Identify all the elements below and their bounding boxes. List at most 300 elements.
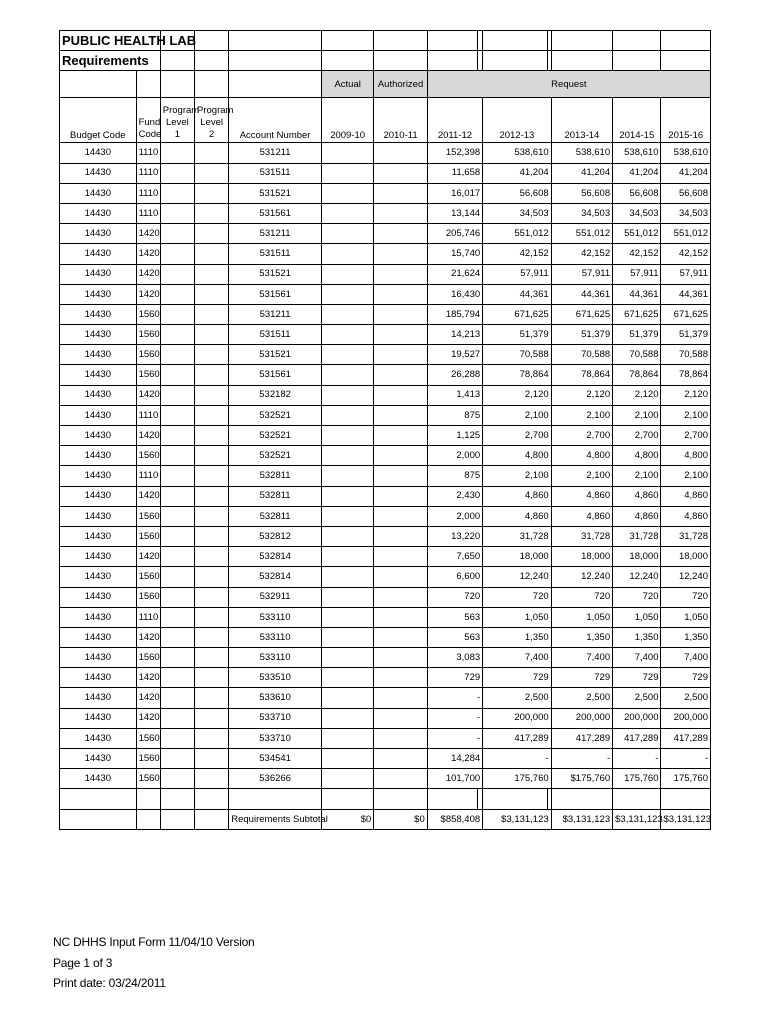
y2010-cell bbox=[374, 567, 427, 587]
col-fund-code: Fund Code bbox=[136, 98, 160, 143]
fund-code-cell: 1560 bbox=[136, 749, 160, 769]
table-row bbox=[60, 587, 711, 607]
y2010-cell bbox=[374, 345, 427, 365]
account-number-cell: 533110 bbox=[229, 607, 322, 627]
requirements-sheet bbox=[59, 30, 711, 830]
account-number-cell: 533110 bbox=[229, 627, 322, 647]
fund-code-cell: 1110 bbox=[136, 405, 160, 425]
fund-code-cell: 1560 bbox=[136, 506, 160, 526]
y2011-cell: 13,144 bbox=[427, 203, 482, 223]
account-number-cell: 533510 bbox=[229, 668, 322, 688]
y2013-cell: 70,588 bbox=[551, 345, 612, 365]
y2010-cell bbox=[374, 183, 427, 203]
program-level-1-cell bbox=[160, 567, 194, 587]
budget-code-cell: 14430 bbox=[60, 607, 137, 627]
program-level-2-cell bbox=[195, 587, 229, 607]
y2009-cell bbox=[321, 405, 373, 425]
y2014-cell: 18,000 bbox=[613, 547, 661, 567]
program-level-1-cell bbox=[160, 385, 194, 405]
col-program-level-1: Program Level 1 bbox=[160, 98, 194, 143]
y2009-cell bbox=[321, 264, 373, 284]
y2011-cell: 14,213 bbox=[427, 325, 482, 345]
budget-code-cell: 14430 bbox=[60, 385, 137, 405]
table-row bbox=[60, 345, 711, 365]
program-level-2-cell bbox=[195, 183, 229, 203]
y2010-cell bbox=[374, 446, 427, 466]
budget-code-cell: 14430 bbox=[60, 426, 137, 446]
y2015-cell: 41,204 bbox=[661, 163, 711, 183]
y2010-cell bbox=[374, 365, 427, 385]
y2012-cell: 18,000 bbox=[483, 547, 552, 567]
y2011-cell: 16,430 bbox=[427, 284, 482, 304]
table-row bbox=[60, 708, 711, 728]
sheet-subtitle: Requirements bbox=[60, 51, 161, 71]
program-level-1-cell bbox=[160, 769, 194, 789]
program-level-1-cell bbox=[160, 607, 194, 627]
program-level-2-cell bbox=[195, 446, 229, 466]
table-row bbox=[60, 385, 711, 405]
y2011-cell: 6,600 bbox=[427, 567, 482, 587]
y2012-cell: 720 bbox=[483, 587, 552, 607]
y2013-cell: - bbox=[551, 749, 612, 769]
y2011-cell: 875 bbox=[427, 466, 482, 486]
y2015-cell: 51,379 bbox=[661, 325, 711, 345]
y2014-cell: 200,000 bbox=[613, 708, 661, 728]
subtotal-empty bbox=[160, 810, 194, 830]
fund-code-cell: 1420 bbox=[136, 426, 160, 446]
y2009-cell bbox=[321, 446, 373, 466]
budget-code-cell: 14430 bbox=[60, 325, 137, 345]
budget-code-cell: 14430 bbox=[60, 708, 137, 728]
program-level-2-cell bbox=[195, 526, 229, 546]
y2009-cell bbox=[321, 244, 373, 264]
blank-cell bbox=[160, 789, 194, 810]
program-level-1-cell bbox=[160, 365, 194, 385]
y2014-cell: 70,588 bbox=[613, 345, 661, 365]
program-level-2-cell bbox=[195, 203, 229, 223]
sheet-title: PUBLIC HEALTH LAB bbox=[60, 31, 161, 51]
budget-code-cell: 14430 bbox=[60, 284, 137, 304]
y2012-cell: 34,503 bbox=[483, 203, 552, 223]
y2012-cell: 2,120 bbox=[483, 385, 552, 405]
budget-code-cell: 14430 bbox=[60, 203, 137, 223]
y2011-cell: 13,220 bbox=[427, 526, 482, 546]
y2013-cell: 57,911 bbox=[551, 264, 612, 284]
fund-code-cell: 1420 bbox=[136, 264, 160, 284]
y2010-cell bbox=[374, 163, 427, 183]
account-number-cell: 531521 bbox=[229, 183, 322, 203]
y2015-cell: 78,864 bbox=[661, 365, 711, 385]
y2012-cell: 44,361 bbox=[483, 284, 552, 304]
fund-code-cell: 1560 bbox=[136, 365, 160, 385]
y2011-cell: 11,658 bbox=[427, 163, 482, 183]
program-level-2-cell bbox=[195, 365, 229, 385]
y2015-cell: 31,728 bbox=[661, 526, 711, 546]
y2009-cell bbox=[321, 506, 373, 526]
blank-cell bbox=[661, 789, 711, 810]
y2012-cell: 2,500 bbox=[483, 688, 552, 708]
program-level-1-cell bbox=[160, 264, 194, 284]
table-row bbox=[60, 607, 711, 627]
y2015-cell: 4,860 bbox=[661, 486, 711, 506]
fund-code-cell: 1420 bbox=[136, 244, 160, 264]
budget-code-cell: 14430 bbox=[60, 547, 137, 567]
table-row bbox=[60, 749, 711, 769]
budget-code-cell: 14430 bbox=[60, 526, 137, 546]
col-2009-10: 2009-10 bbox=[321, 98, 373, 143]
y2011-cell: 101,700 bbox=[427, 769, 482, 789]
y2015-cell: 4,860 bbox=[661, 506, 711, 526]
budget-code-cell: 14430 bbox=[60, 264, 137, 284]
table-row bbox=[60, 547, 711, 567]
program-level-2-cell bbox=[195, 688, 229, 708]
y2009-cell bbox=[321, 426, 373, 446]
y2015-cell: 551,012 bbox=[661, 224, 711, 244]
y2012-cell: 78,864 bbox=[483, 365, 552, 385]
y2012-cell: 2,100 bbox=[483, 466, 552, 486]
budget-code-cell: 14430 bbox=[60, 224, 137, 244]
table-row bbox=[60, 244, 711, 264]
y2014-cell: 538,610 bbox=[613, 143, 661, 163]
y2009-cell bbox=[321, 385, 373, 405]
y2011-cell: 720 bbox=[427, 587, 482, 607]
program-level-2-cell bbox=[195, 547, 229, 567]
y2014-cell: 1,350 bbox=[613, 627, 661, 647]
y2012-cell: 56,608 bbox=[483, 183, 552, 203]
y2012-cell: 4,860 bbox=[483, 486, 552, 506]
y2009-cell bbox=[321, 466, 373, 486]
program-level-1-cell bbox=[160, 708, 194, 728]
y2011-cell: 152,398 bbox=[427, 143, 482, 163]
program-level-1-cell bbox=[160, 627, 194, 647]
account-number-cell: 532811 bbox=[229, 466, 322, 486]
table-row bbox=[60, 325, 711, 345]
y2010-cell bbox=[374, 607, 427, 627]
y2012-cell: 57,911 bbox=[483, 264, 552, 284]
fund-code-cell: 1560 bbox=[136, 769, 160, 789]
account-number-cell: 533110 bbox=[229, 648, 322, 668]
table-row bbox=[60, 284, 711, 304]
y2009-cell bbox=[321, 587, 373, 607]
program-level-2-cell bbox=[195, 728, 229, 748]
y2012-cell: 12,240 bbox=[483, 567, 552, 587]
program-level-1-cell bbox=[160, 143, 194, 163]
y2009-cell bbox=[321, 547, 373, 567]
y2013-cell: 2,100 bbox=[551, 405, 612, 425]
program-level-2-cell bbox=[195, 506, 229, 526]
col-2013-14: 2013-14 bbox=[551, 98, 612, 143]
y2014-cell: - bbox=[613, 749, 661, 769]
form-version-text: NC DHHS Input Form 11/04/10 Version bbox=[53, 935, 255, 949]
col-budget-code: Budget Code bbox=[60, 98, 137, 143]
y2013-cell: 551,012 bbox=[551, 224, 612, 244]
budget-code-cell: 14430 bbox=[60, 466, 137, 486]
account-number-cell: 532811 bbox=[229, 486, 322, 506]
y2011-cell: 16,017 bbox=[427, 183, 482, 203]
y2013-cell: 1,350 bbox=[551, 627, 612, 647]
program-level-2-cell bbox=[195, 143, 229, 163]
y2010-cell bbox=[374, 385, 427, 405]
y2010-cell bbox=[374, 143, 427, 163]
fund-code-cell: 1560 bbox=[136, 526, 160, 546]
y2014-cell: 2,120 bbox=[613, 385, 661, 405]
budget-code-cell: 14430 bbox=[60, 405, 137, 425]
y2013-cell: 78,864 bbox=[551, 365, 612, 385]
y2011-cell: 1,413 bbox=[427, 385, 482, 405]
account-number-cell: 531211 bbox=[229, 143, 322, 163]
budget-code-cell: 14430 bbox=[60, 365, 137, 385]
account-number-cell: 533710 bbox=[229, 728, 322, 748]
y2011-cell: 563 bbox=[427, 627, 482, 647]
program-level-2-cell bbox=[195, 304, 229, 324]
budget-code-cell: 14430 bbox=[60, 668, 137, 688]
program-level-2-cell bbox=[195, 466, 229, 486]
y2010-cell bbox=[374, 466, 427, 486]
y2014-cell: 7,400 bbox=[613, 648, 661, 668]
y2012-cell: 175,760 bbox=[483, 769, 552, 789]
subtotal-2015-16: $3,131,123 bbox=[661, 810, 711, 830]
y2009-cell bbox=[321, 325, 373, 345]
y2011-cell: 19,527 bbox=[427, 345, 482, 365]
fund-code-cell: 1110 bbox=[136, 203, 160, 223]
y2009-cell bbox=[321, 304, 373, 324]
y2012-cell: 51,379 bbox=[483, 325, 552, 345]
actual-header: Actual bbox=[321, 71, 373, 98]
table-row bbox=[60, 203, 711, 223]
program-level-1-cell bbox=[160, 304, 194, 324]
y2013-cell: 417,289 bbox=[551, 728, 612, 748]
y2010-cell bbox=[374, 486, 427, 506]
program-level-1-cell bbox=[160, 284, 194, 304]
program-level-1-cell bbox=[160, 183, 194, 203]
table-row bbox=[60, 466, 711, 486]
budget-code-cell: 14430 bbox=[60, 304, 137, 324]
y2013-cell: 42,152 bbox=[551, 244, 612, 264]
group-header-row bbox=[60, 71, 711, 98]
y2009-cell bbox=[321, 567, 373, 587]
y2013-cell: 200,000 bbox=[551, 708, 612, 728]
budget-code-cell: 14430 bbox=[60, 728, 137, 748]
y2011-cell: 2,000 bbox=[427, 506, 482, 526]
account-number-cell: 533710 bbox=[229, 708, 322, 728]
y2013-cell: 18,000 bbox=[551, 547, 612, 567]
y2015-cell: 720 bbox=[661, 587, 711, 607]
table-row bbox=[60, 728, 711, 748]
y2012-cell: 417,289 bbox=[483, 728, 552, 748]
account-number-cell: 531211 bbox=[229, 304, 322, 324]
table-row bbox=[60, 304, 711, 324]
program-level-2-cell bbox=[195, 284, 229, 304]
program-level-1-cell bbox=[160, 749, 194, 769]
program-level-2-cell bbox=[195, 607, 229, 627]
fund-code-cell: 1420 bbox=[136, 688, 160, 708]
program-level-1-cell bbox=[160, 668, 194, 688]
program-level-2-cell bbox=[195, 325, 229, 345]
y2015-cell: 56,608 bbox=[661, 183, 711, 203]
account-number-cell: 531511 bbox=[229, 325, 322, 345]
program-level-2-cell bbox=[195, 769, 229, 789]
y2015-cell: 42,152 bbox=[661, 244, 711, 264]
subtotal-2012-13: $3,131,123 bbox=[483, 810, 552, 830]
y2010-cell bbox=[374, 304, 427, 324]
table-row bbox=[60, 365, 711, 385]
y2013-cell: 671,625 bbox=[551, 304, 612, 324]
y2014-cell: 2,100 bbox=[613, 466, 661, 486]
fund-code-cell: 1560 bbox=[136, 345, 160, 365]
y2010-cell bbox=[374, 749, 427, 769]
y2011-cell: - bbox=[427, 688, 482, 708]
title-row bbox=[60, 31, 711, 51]
program-level-1-cell bbox=[160, 688, 194, 708]
y2009-cell bbox=[321, 526, 373, 546]
col-2011-12: 2011-12 bbox=[427, 98, 482, 143]
y2014-cell: 4,860 bbox=[613, 506, 661, 526]
table-row bbox=[60, 688, 711, 708]
col-2015-16: 2015-16 bbox=[661, 98, 711, 143]
account-number-cell: 532521 bbox=[229, 446, 322, 466]
program-level-2-cell bbox=[195, 749, 229, 769]
y2009-cell bbox=[321, 284, 373, 304]
program-level-2-cell bbox=[195, 627, 229, 647]
y2011-cell: 2,000 bbox=[427, 446, 482, 466]
fund-code-cell: 1110 bbox=[136, 607, 160, 627]
program-level-1-cell bbox=[160, 446, 194, 466]
program-level-1-cell bbox=[160, 405, 194, 425]
y2012-cell: 729 bbox=[483, 668, 552, 688]
y2010-cell bbox=[374, 284, 427, 304]
table-row bbox=[60, 648, 711, 668]
y2014-cell: 175,760 bbox=[613, 769, 661, 789]
account-number-cell: 531511 bbox=[229, 163, 322, 183]
y2011-cell: 205,746 bbox=[427, 224, 482, 244]
budget-code-cell: 14430 bbox=[60, 143, 137, 163]
y2013-cell: 56,608 bbox=[551, 183, 612, 203]
y2014-cell: 1,050 bbox=[613, 607, 661, 627]
fund-code-cell: 1420 bbox=[136, 668, 160, 688]
program-level-2-cell bbox=[195, 426, 229, 446]
y2013-cell: 2,700 bbox=[551, 426, 612, 446]
program-level-1-cell bbox=[160, 466, 194, 486]
program-level-1-cell bbox=[160, 506, 194, 526]
budget-code-cell: 14430 bbox=[60, 648, 137, 668]
program-level-1-cell bbox=[160, 587, 194, 607]
program-level-2-cell bbox=[195, 708, 229, 728]
y2015-cell: 2,120 bbox=[661, 385, 711, 405]
account-number-cell: 532811 bbox=[229, 506, 322, 526]
program-level-1-cell bbox=[160, 486, 194, 506]
subtotal-empty bbox=[60, 810, 137, 830]
program-level-2-cell bbox=[195, 668, 229, 688]
y2009-cell bbox=[321, 648, 373, 668]
account-number-cell: 531211 bbox=[229, 224, 322, 244]
table-row bbox=[60, 446, 711, 466]
table-row bbox=[60, 143, 711, 163]
program-level-2-cell bbox=[195, 385, 229, 405]
y2014-cell: 2,500 bbox=[613, 688, 661, 708]
fund-code-cell: 1560 bbox=[136, 446, 160, 466]
y2009-cell bbox=[321, 183, 373, 203]
y2011-cell: 7,650 bbox=[427, 547, 482, 567]
y2013-cell: 4,860 bbox=[551, 486, 612, 506]
table-row bbox=[60, 627, 711, 647]
blank-cell bbox=[374, 789, 427, 810]
y2012-cell: 31,728 bbox=[483, 526, 552, 546]
y2013-cell: 2,100 bbox=[551, 466, 612, 486]
budget-code-cell: 14430 bbox=[60, 446, 137, 466]
fund-code-cell: 1110 bbox=[136, 183, 160, 203]
y2015-cell: 417,289 bbox=[661, 728, 711, 748]
request-header: Request bbox=[427, 71, 710, 98]
budget-code-cell: 14430 bbox=[60, 627, 137, 647]
y2015-cell: 12,240 bbox=[661, 567, 711, 587]
y2014-cell: 12,240 bbox=[613, 567, 661, 587]
fund-code-cell: 1420 bbox=[136, 627, 160, 647]
y2014-cell: 2,100 bbox=[613, 405, 661, 425]
y2015-cell: 200,000 bbox=[661, 708, 711, 728]
fund-code-cell: 1560 bbox=[136, 304, 160, 324]
table-row bbox=[60, 567, 711, 587]
y2012-cell: 551,012 bbox=[483, 224, 552, 244]
y2013-cell: 12,240 bbox=[551, 567, 612, 587]
y2015-cell: 7,400 bbox=[661, 648, 711, 668]
y2010-cell bbox=[374, 325, 427, 345]
y2012-cell: 1,350 bbox=[483, 627, 552, 647]
y2013-cell: 44,361 bbox=[551, 284, 612, 304]
program-level-1-cell bbox=[160, 203, 194, 223]
y2010-cell bbox=[374, 405, 427, 425]
y2011-cell: 2,430 bbox=[427, 486, 482, 506]
y2012-cell: 1,050 bbox=[483, 607, 552, 627]
y2015-cell: 2,700 bbox=[661, 426, 711, 446]
y2011-cell: 875 bbox=[427, 405, 482, 425]
fund-code-cell: 1560 bbox=[136, 648, 160, 668]
y2009-cell bbox=[321, 688, 373, 708]
program-level-2-cell bbox=[195, 345, 229, 365]
y2009-cell bbox=[321, 143, 373, 163]
subtotal-2009-10: $0 bbox=[321, 810, 373, 830]
y2013-cell: 720 bbox=[551, 587, 612, 607]
y2014-cell: 42,152 bbox=[613, 244, 661, 264]
fund-code-cell: 1420 bbox=[136, 385, 160, 405]
y2009-cell bbox=[321, 224, 373, 244]
y2015-cell: 18,000 bbox=[661, 547, 711, 567]
y2014-cell: 720 bbox=[613, 587, 661, 607]
program-level-2-cell bbox=[195, 486, 229, 506]
budget-code-cell: 14430 bbox=[60, 688, 137, 708]
y2011-cell: 21,624 bbox=[427, 264, 482, 284]
program-level-1-cell bbox=[160, 728, 194, 748]
blank-cell bbox=[195, 789, 229, 810]
y2015-cell: 538,610 bbox=[661, 143, 711, 163]
table-row bbox=[60, 264, 711, 284]
y2013-cell: 538,610 bbox=[551, 143, 612, 163]
y2014-cell: 4,860 bbox=[613, 486, 661, 506]
program-level-2-cell bbox=[195, 224, 229, 244]
budget-code-cell: 14430 bbox=[60, 244, 137, 264]
y2009-cell bbox=[321, 627, 373, 647]
y2012-cell: 42,152 bbox=[483, 244, 552, 264]
y2013-cell: 4,800 bbox=[551, 446, 612, 466]
y2012-cell: 2,100 bbox=[483, 405, 552, 425]
account-number-cell: 531561 bbox=[229, 284, 322, 304]
fund-code-cell: 1560 bbox=[136, 325, 160, 345]
y2010-cell bbox=[374, 728, 427, 748]
account-number-cell: 532521 bbox=[229, 405, 322, 425]
program-level-2-cell bbox=[195, 264, 229, 284]
blank-cell bbox=[229, 789, 322, 810]
column-header-row bbox=[60, 98, 711, 143]
subtotal-2013-14: $3,131,123 bbox=[551, 810, 612, 830]
